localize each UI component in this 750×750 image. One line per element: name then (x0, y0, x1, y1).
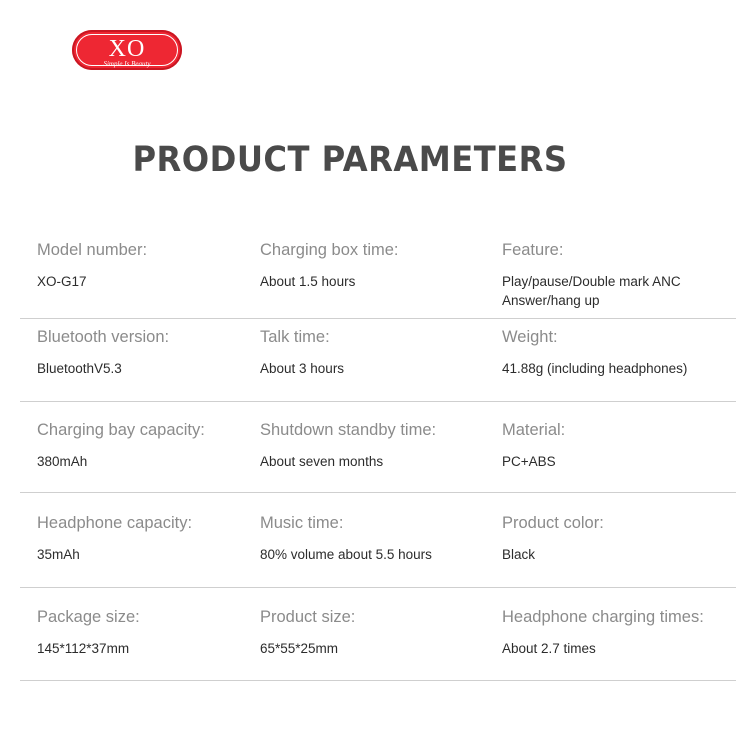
param-label: Weight: (502, 328, 558, 346)
param-value-line: BluetoothV5.3 (37, 361, 122, 376)
param-value-line: Play/pause/Double mark ANC (502, 274, 681, 289)
logo-mark: XO (108, 36, 146, 62)
param-row (20, 327, 736, 402)
param-value-line: Black (502, 547, 536, 562)
param-value (260, 272, 399, 291)
param-label: Shutdown standby time: (260, 421, 437, 439)
param-label: Talk time: (260, 328, 330, 346)
param-label: Package size: (37, 608, 140, 626)
param-value-line: About seven months (260, 454, 384, 469)
param-label: Headphone capacity: (37, 514, 193, 532)
page-title: PRODUCT PARAMETERS (132, 140, 568, 180)
param-bluetooth-version (37, 327, 169, 378)
row-divider (20, 492, 736, 493)
param-label: Product color: (502, 514, 604, 532)
param-value (502, 545, 604, 564)
row-divider (20, 587, 736, 588)
param-headphone-charging-times (502, 607, 704, 658)
param-value (37, 272, 147, 291)
param-charging-box-time (260, 240, 399, 291)
param-row (20, 513, 736, 588)
param-headphone-capacity (37, 513, 192, 564)
param-value (502, 359, 687, 378)
param-material (502, 420, 565, 471)
param-label: Music time: (260, 514, 344, 532)
param-value (502, 452, 565, 471)
param-row (20, 420, 736, 493)
logo-frame (76, 34, 178, 66)
param-row (20, 240, 736, 319)
param-talk-time (260, 327, 344, 378)
param-value (37, 545, 192, 564)
param-product-color (502, 513, 604, 564)
logo-tagline: Simple Is Beauty (103, 60, 151, 68)
param-feature (502, 240, 681, 310)
param-label: Material: (502, 421, 566, 439)
param-value-line: 380mAh (37, 454, 88, 469)
param-charging-bay-capacity (37, 420, 205, 471)
param-value (260, 639, 355, 658)
param-row (20, 607, 736, 681)
param-value (37, 639, 140, 658)
param-value-line: Answer/hang up (502, 293, 600, 308)
param-music-time (260, 513, 432, 564)
param-label: Model number: (37, 241, 148, 259)
param-value-line: PC+ABS (502, 454, 556, 469)
param-package-size (37, 607, 140, 658)
param-label: Headphone charging times: (502, 608, 704, 626)
param-value-line: 80% volume about 5.5 hours (260, 547, 432, 562)
param-value (37, 452, 205, 471)
param-weight (502, 327, 687, 378)
row-divider (20, 401, 736, 402)
param-value-line: About 3 hours (260, 361, 345, 376)
row-divider (20, 318, 736, 319)
param-value-line: XO-G17 (37, 274, 87, 289)
param-value (502, 639, 704, 658)
param-model-number (37, 240, 147, 291)
param-value (260, 545, 432, 564)
param-value (260, 452, 436, 471)
param-value-line: 41.88g (including headphones) (502, 361, 688, 376)
param-shutdown-standby-time (260, 420, 436, 471)
param-label: Charging bay capacity: (37, 421, 205, 439)
param-label: Feature: (502, 241, 564, 259)
param-product-size (260, 607, 355, 658)
param-label: Product size: (260, 608, 356, 626)
row-divider (20, 680, 736, 681)
param-value-line: 35mAh (37, 547, 80, 562)
param-value (260, 359, 344, 378)
param-value (502, 272, 681, 310)
param-value-line: About 1.5 hours (260, 274, 356, 289)
param-value-line: 145*112*37mm (37, 641, 130, 656)
param-value-line: About 2.7 times (502, 641, 596, 656)
param-value (37, 359, 169, 378)
param-label: Charging box time: (260, 241, 399, 259)
brand-logo (72, 30, 182, 70)
param-label: Bluetooth version: (37, 328, 170, 346)
param-value-line: 65*55*25mm (260, 641, 339, 656)
